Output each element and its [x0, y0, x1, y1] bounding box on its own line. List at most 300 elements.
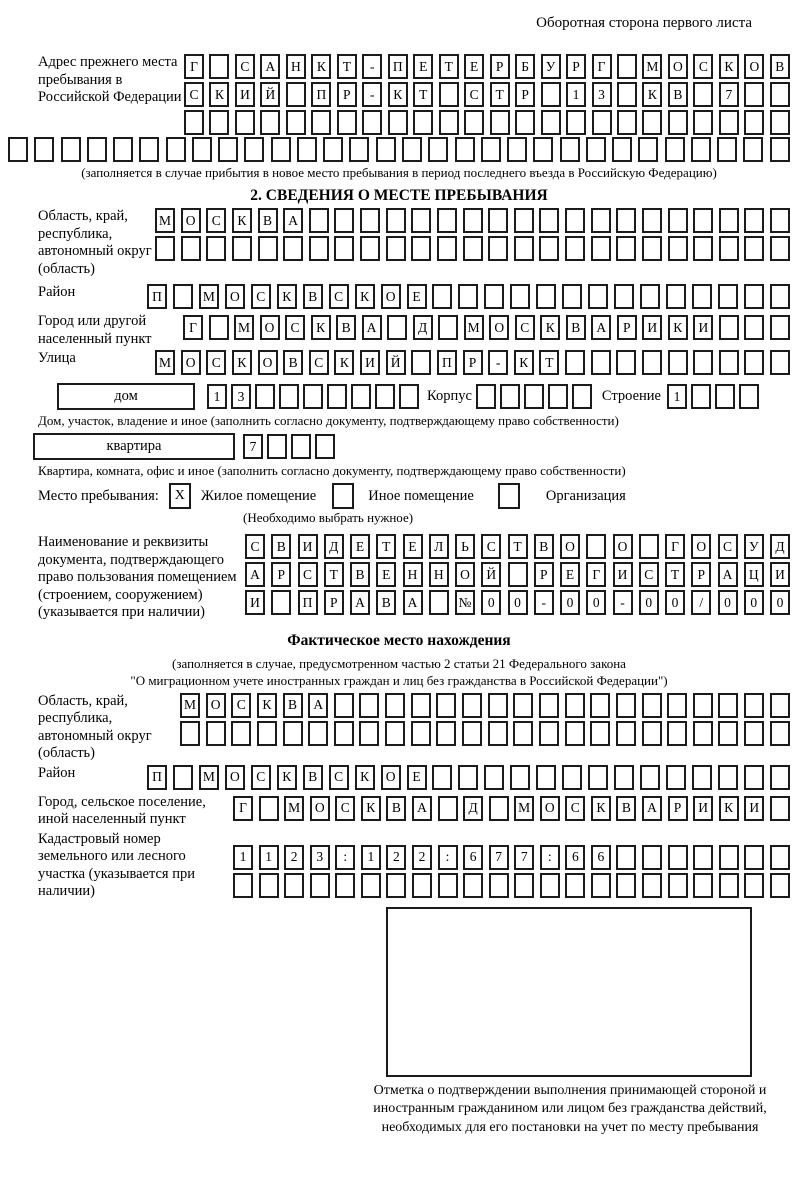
- stay-type-checkbox-residential[interactable]: X: [169, 483, 191, 509]
- char-cell[interactable]: [231, 721, 251, 746]
- char-cell[interactable]: К: [277, 765, 297, 790]
- char-cell[interactable]: 2: [284, 845, 304, 870]
- char-cell[interactable]: 6: [591, 845, 611, 870]
- char-cell[interactable]: 7: [243, 434, 263, 459]
- char-cell[interactable]: Г: [665, 534, 685, 559]
- char-cell[interactable]: К: [209, 82, 229, 107]
- char-cell[interactable]: Л: [429, 534, 449, 559]
- char-cell[interactable]: К: [311, 315, 331, 340]
- char-cell[interactable]: [514, 208, 534, 233]
- char-cell[interactable]: [744, 721, 764, 746]
- char-cell[interactable]: [335, 873, 355, 898]
- char-cell[interactable]: [590, 693, 610, 718]
- char-cell[interactable]: [617, 82, 637, 107]
- char-cell[interactable]: [309, 208, 329, 233]
- char-cell[interactable]: [284, 873, 304, 898]
- char-cell[interactable]: П: [147, 284, 167, 309]
- char-cell[interactable]: [87, 137, 107, 162]
- char-cell[interactable]: [436, 693, 456, 718]
- char-cell[interactable]: В: [303, 284, 323, 309]
- char-cell[interactable]: М: [180, 693, 200, 718]
- char-cell[interactable]: 1: [361, 845, 381, 870]
- char-cell[interactable]: [691, 137, 711, 162]
- char-cell[interactable]: Т: [539, 350, 559, 375]
- char-cell[interactable]: Р: [691, 562, 711, 587]
- char-cell[interactable]: [770, 82, 790, 107]
- char-cell[interactable]: [693, 82, 713, 107]
- char-cell[interactable]: 1: [207, 384, 227, 409]
- char-cell[interactable]: Е: [407, 765, 427, 790]
- char-cell[interactable]: [429, 590, 449, 615]
- char-cell[interactable]: 7: [514, 845, 534, 870]
- char-cell[interactable]: [173, 284, 193, 309]
- char-cell[interactable]: К: [334, 350, 354, 375]
- char-cell[interactable]: [337, 110, 357, 135]
- char-cell[interactable]: О: [225, 284, 245, 309]
- char-cell[interactable]: О: [181, 350, 201, 375]
- char-cell[interactable]: [770, 721, 790, 746]
- char-cell[interactable]: А: [642, 796, 662, 821]
- char-cell[interactable]: [173, 765, 193, 790]
- char-cell[interactable]: [257, 721, 277, 746]
- char-cell[interactable]: [510, 765, 530, 790]
- char-cell[interactable]: О: [613, 534, 633, 559]
- char-cell[interactable]: [640, 765, 660, 790]
- char-cell[interactable]: [510, 284, 530, 309]
- char-cell[interactable]: [437, 236, 457, 261]
- char-cell[interactable]: [411, 236, 431, 261]
- char-cell[interactable]: С: [718, 534, 738, 559]
- char-cell[interactable]: [488, 693, 508, 718]
- char-cell[interactable]: Р: [534, 562, 554, 587]
- char-cell[interactable]: Е: [407, 284, 427, 309]
- char-cell[interactable]: В: [258, 208, 278, 233]
- char-cell[interactable]: [233, 873, 253, 898]
- char-cell[interactable]: №: [455, 590, 475, 615]
- char-cell[interactable]: Е: [376, 562, 396, 587]
- char-cell[interactable]: 6: [463, 845, 483, 870]
- char-cell[interactable]: А: [350, 590, 370, 615]
- char-cell[interactable]: [744, 693, 764, 718]
- char-cell[interactable]: [513, 693, 533, 718]
- char-cell[interactable]: [539, 721, 559, 746]
- char-cell[interactable]: [739, 384, 759, 409]
- char-cell[interactable]: [692, 284, 712, 309]
- char-cell[interactable]: [206, 236, 226, 261]
- char-cell[interactable]: [385, 721, 405, 746]
- char-cell[interactable]: Е: [350, 534, 370, 559]
- char-cell[interactable]: [667, 693, 687, 718]
- char-cell[interactable]: К: [591, 796, 611, 821]
- char-cell[interactable]: [439, 82, 459, 107]
- char-cell[interactable]: [718, 284, 738, 309]
- char-cell[interactable]: Д: [770, 534, 790, 559]
- char-cell[interactable]: [693, 693, 713, 718]
- char-cell[interactable]: [283, 236, 303, 261]
- char-cell[interactable]: [693, 721, 713, 746]
- char-cell[interactable]: [291, 434, 311, 459]
- char-cell[interactable]: [693, 350, 713, 375]
- char-cell[interactable]: 1: [259, 845, 279, 870]
- char-cell[interactable]: [411, 208, 431, 233]
- char-cell[interactable]: У: [541, 54, 561, 79]
- char-cell[interactable]: [180, 721, 200, 746]
- char-cell[interactable]: [181, 236, 201, 261]
- char-cell[interactable]: С: [515, 315, 535, 340]
- char-cell[interactable]: М: [155, 208, 175, 233]
- char-cell[interactable]: [590, 721, 610, 746]
- char-cell[interactable]: И: [360, 350, 380, 375]
- char-cell[interactable]: Г: [183, 315, 203, 340]
- char-cell[interactable]: Т: [490, 82, 510, 107]
- char-cell[interactable]: [279, 384, 299, 409]
- char-cell[interactable]: В: [283, 350, 303, 375]
- char-cell[interactable]: [591, 873, 611, 898]
- char-cell[interactable]: [642, 350, 662, 375]
- char-cell[interactable]: О: [260, 315, 280, 340]
- char-cell[interactable]: Д: [463, 796, 483, 821]
- char-cell[interactable]: В: [770, 54, 790, 79]
- char-cell[interactable]: [209, 110, 229, 135]
- stay-type-checkbox-organization[interactable]: [498, 483, 520, 509]
- char-cell[interactable]: [665, 137, 685, 162]
- char-cell[interactable]: 1: [566, 82, 586, 107]
- char-cell[interactable]: [638, 137, 658, 162]
- char-cell[interactable]: В: [566, 315, 586, 340]
- char-cell[interactable]: А: [591, 315, 611, 340]
- char-cell[interactable]: [310, 873, 330, 898]
- char-cell[interactable]: А: [412, 796, 432, 821]
- char-cell[interactable]: В: [271, 534, 291, 559]
- char-cell[interactable]: 0: [586, 590, 606, 615]
- char-cell[interactable]: [588, 284, 608, 309]
- char-cell[interactable]: [614, 284, 634, 309]
- char-cell[interactable]: [667, 721, 687, 746]
- char-cell[interactable]: [642, 845, 662, 870]
- char-cell[interactable]: Ц: [744, 562, 764, 587]
- char-cell[interactable]: -: [362, 54, 382, 79]
- char-cell[interactable]: [642, 110, 662, 135]
- char-cell[interactable]: -: [613, 590, 633, 615]
- char-cell[interactable]: С: [565, 796, 585, 821]
- char-cell[interactable]: [668, 350, 688, 375]
- char-cell[interactable]: [617, 110, 637, 135]
- char-cell[interactable]: А: [403, 590, 423, 615]
- char-cell[interactable]: [666, 284, 686, 309]
- char-cell[interactable]: [693, 236, 713, 261]
- char-cell[interactable]: [235, 110, 255, 135]
- char-cell[interactable]: Д: [413, 315, 433, 340]
- char-cell[interactable]: 3: [592, 82, 612, 107]
- char-cell[interactable]: [770, 796, 790, 821]
- char-cell[interactable]: С: [251, 765, 271, 790]
- char-cell[interactable]: [334, 208, 354, 233]
- char-cell[interactable]: [639, 534, 659, 559]
- char-cell[interactable]: [744, 350, 764, 375]
- char-cell[interactable]: [360, 236, 380, 261]
- char-cell[interactable]: М: [199, 284, 219, 309]
- char-cell[interactable]: [192, 137, 212, 162]
- char-cell[interactable]: В: [303, 765, 323, 790]
- char-cell[interactable]: [770, 693, 790, 718]
- char-cell[interactable]: [614, 765, 634, 790]
- char-cell[interactable]: С: [245, 534, 265, 559]
- char-cell[interactable]: [616, 208, 636, 233]
- char-cell[interactable]: Р: [617, 315, 637, 340]
- char-cell[interactable]: [412, 873, 432, 898]
- char-cell[interactable]: [719, 350, 739, 375]
- char-cell[interactable]: :: [335, 845, 355, 870]
- char-cell[interactable]: [500, 384, 520, 409]
- char-cell[interactable]: [560, 137, 580, 162]
- char-cell[interactable]: Е: [413, 54, 433, 79]
- char-cell[interactable]: И: [693, 315, 713, 340]
- char-cell[interactable]: [770, 350, 790, 375]
- char-cell[interactable]: А: [718, 562, 738, 587]
- char-cell[interactable]: -: [362, 82, 382, 107]
- char-cell[interactable]: [484, 284, 504, 309]
- char-cell[interactable]: [376, 137, 396, 162]
- char-cell[interactable]: [668, 110, 688, 135]
- char-cell[interactable]: [334, 721, 354, 746]
- char-cell[interactable]: [437, 208, 457, 233]
- char-cell[interactable]: [616, 721, 636, 746]
- char-cell[interactable]: [209, 315, 229, 340]
- char-cell[interactable]: И: [744, 796, 764, 821]
- char-cell[interactable]: П: [298, 590, 318, 615]
- char-cell[interactable]: 2: [412, 845, 432, 870]
- char-cell[interactable]: Г: [586, 562, 606, 587]
- char-cell[interactable]: [387, 315, 407, 340]
- char-cell[interactable]: [334, 693, 354, 718]
- char-cell[interactable]: [565, 693, 585, 718]
- char-cell[interactable]: М: [155, 350, 175, 375]
- char-cell[interactable]: Г: [592, 54, 612, 79]
- char-cell[interactable]: С: [329, 765, 349, 790]
- char-cell[interactable]: [514, 873, 534, 898]
- char-cell[interactable]: [255, 384, 275, 409]
- char-cell[interactable]: [515, 110, 535, 135]
- char-cell[interactable]: [744, 82, 764, 107]
- char-cell[interactable]: [592, 110, 612, 135]
- char-cell[interactable]: [315, 434, 335, 459]
- char-cell[interactable]: [642, 236, 662, 261]
- char-cell[interactable]: [327, 384, 347, 409]
- char-cell[interactable]: [693, 845, 713, 870]
- char-cell[interactable]: [744, 845, 764, 870]
- char-cell[interactable]: [719, 236, 739, 261]
- char-cell[interactable]: Т: [439, 54, 459, 79]
- char-cell[interactable]: [308, 721, 328, 746]
- char-cell[interactable]: С: [184, 82, 204, 107]
- char-cell[interactable]: [719, 208, 739, 233]
- char-cell[interactable]: Р: [490, 54, 510, 79]
- char-cell[interactable]: [286, 82, 306, 107]
- char-cell[interactable]: [668, 236, 688, 261]
- char-cell[interactable]: 0: [560, 590, 580, 615]
- char-cell[interactable]: [361, 873, 381, 898]
- char-cell[interactable]: А: [283, 208, 303, 233]
- char-cell[interactable]: [718, 693, 738, 718]
- char-cell[interactable]: [490, 110, 510, 135]
- char-cell[interactable]: К: [257, 693, 277, 718]
- char-cell[interactable]: 1: [233, 845, 253, 870]
- char-cell[interactable]: [565, 721, 585, 746]
- char-cell[interactable]: [375, 384, 395, 409]
- char-cell[interactable]: [438, 873, 458, 898]
- char-cell[interactable]: О: [206, 693, 226, 718]
- char-cell[interactable]: [386, 873, 406, 898]
- char-cell[interactable]: Н: [286, 54, 306, 79]
- char-cell[interactable]: [718, 765, 738, 790]
- char-cell[interactable]: [488, 721, 508, 746]
- char-cell[interactable]: Ь: [455, 534, 475, 559]
- char-cell[interactable]: [488, 236, 508, 261]
- char-cell[interactable]: [548, 384, 568, 409]
- char-cell[interactable]: [744, 236, 764, 261]
- char-cell[interactable]: Й: [481, 562, 501, 587]
- char-cell[interactable]: [413, 110, 433, 135]
- char-cell[interactable]: Р: [566, 54, 586, 79]
- char-cell[interactable]: :: [438, 845, 458, 870]
- char-cell[interactable]: О: [560, 534, 580, 559]
- char-cell[interactable]: [591, 208, 611, 233]
- char-cell[interactable]: [439, 110, 459, 135]
- char-cell[interactable]: М: [234, 315, 254, 340]
- char-cell[interactable]: [481, 137, 501, 162]
- char-cell[interactable]: Т: [337, 54, 357, 79]
- char-cell[interactable]: [386, 236, 406, 261]
- char-cell[interactable]: Т: [665, 562, 685, 587]
- char-cell[interactable]: [508, 562, 528, 587]
- char-cell[interactable]: [309, 236, 329, 261]
- char-cell[interactable]: [489, 873, 509, 898]
- char-cell[interactable]: М: [199, 765, 219, 790]
- char-cell[interactable]: О: [181, 208, 201, 233]
- char-cell[interactable]: [744, 315, 764, 340]
- char-cell[interactable]: 3: [231, 384, 251, 409]
- char-cell[interactable]: [640, 284, 660, 309]
- char-cell[interactable]: 0: [639, 590, 659, 615]
- char-cell[interactable]: [184, 110, 204, 135]
- char-cell[interactable]: [411, 693, 431, 718]
- char-cell[interactable]: У: [744, 534, 764, 559]
- char-cell[interactable]: К: [232, 350, 252, 375]
- char-cell[interactable]: [436, 721, 456, 746]
- char-cell[interactable]: [770, 873, 790, 898]
- char-cell[interactable]: О: [540, 796, 560, 821]
- char-cell[interactable]: [463, 236, 483, 261]
- char-cell[interactable]: [489, 796, 509, 821]
- char-cell[interactable]: [462, 721, 482, 746]
- char-cell[interactable]: Г: [233, 796, 253, 821]
- char-cell[interactable]: И: [245, 590, 265, 615]
- char-cell[interactable]: [463, 873, 483, 898]
- char-cell[interactable]: [717, 137, 737, 162]
- char-cell[interactable]: И: [642, 315, 662, 340]
- char-cell[interactable]: Р: [668, 796, 688, 821]
- char-cell[interactable]: И: [235, 82, 255, 107]
- char-cell[interactable]: К: [719, 796, 739, 821]
- char-cell[interactable]: Д: [324, 534, 344, 559]
- char-cell[interactable]: [323, 137, 343, 162]
- char-cell[interactable]: С: [329, 284, 349, 309]
- char-cell[interactable]: [388, 110, 408, 135]
- char-cell[interactable]: [591, 236, 611, 261]
- char-cell[interactable]: [334, 236, 354, 261]
- char-cell[interactable]: 7: [719, 82, 739, 107]
- char-cell[interactable]: [693, 110, 713, 135]
- char-cell[interactable]: С: [251, 284, 271, 309]
- char-cell[interactable]: [259, 796, 279, 821]
- char-cell[interactable]: [113, 137, 133, 162]
- char-cell[interactable]: К: [232, 208, 252, 233]
- char-cell[interactable]: О: [225, 765, 245, 790]
- char-cell[interactable]: [565, 873, 585, 898]
- char-cell[interactable]: :: [540, 845, 560, 870]
- char-cell[interactable]: [513, 721, 533, 746]
- char-cell[interactable]: А: [245, 562, 265, 587]
- char-cell[interactable]: [166, 137, 186, 162]
- char-cell[interactable]: 2: [386, 845, 406, 870]
- char-cell[interactable]: 0: [508, 590, 528, 615]
- char-cell[interactable]: В: [283, 693, 303, 718]
- char-cell[interactable]: [541, 110, 561, 135]
- char-cell[interactable]: И: [770, 562, 790, 587]
- char-cell[interactable]: [267, 434, 287, 459]
- char-cell[interactable]: [462, 693, 482, 718]
- char-cell[interactable]: С: [639, 562, 659, 587]
- char-cell[interactable]: С: [206, 350, 226, 375]
- char-cell[interactable]: О: [381, 284, 401, 309]
- stay-type-checkbox-other[interactable]: [332, 483, 354, 509]
- char-cell[interactable]: [359, 693, 379, 718]
- char-cell[interactable]: [458, 765, 478, 790]
- char-cell[interactable]: П: [437, 350, 457, 375]
- char-cell[interactable]: С: [235, 54, 255, 79]
- char-cell[interactable]: [349, 137, 369, 162]
- char-cell[interactable]: [692, 765, 712, 790]
- char-cell[interactable]: [616, 845, 636, 870]
- char-cell[interactable]: К: [540, 315, 560, 340]
- char-cell[interactable]: Б: [515, 54, 535, 79]
- char-cell[interactable]: Й: [386, 350, 406, 375]
- char-cell[interactable]: [399, 384, 419, 409]
- char-cell[interactable]: [432, 284, 452, 309]
- char-cell[interactable]: К: [642, 82, 662, 107]
- char-cell[interactable]: [586, 534, 606, 559]
- char-cell[interactable]: Т: [376, 534, 396, 559]
- char-cell[interactable]: [271, 137, 291, 162]
- char-cell[interactable]: О: [668, 54, 688, 79]
- char-cell[interactable]: М: [284, 796, 304, 821]
- char-cell[interactable]: 0: [481, 590, 501, 615]
- char-cell[interactable]: [715, 384, 735, 409]
- char-cell[interactable]: [562, 284, 582, 309]
- char-cell[interactable]: [586, 137, 606, 162]
- char-cell[interactable]: [565, 350, 585, 375]
- char-cell[interactable]: [616, 693, 636, 718]
- char-cell[interactable]: М: [464, 315, 484, 340]
- char-cell[interactable]: [385, 693, 405, 718]
- char-cell[interactable]: [591, 350, 611, 375]
- char-cell[interactable]: О: [310, 796, 330, 821]
- char-cell[interactable]: [438, 315, 458, 340]
- char-cell[interactable]: /: [691, 590, 711, 615]
- char-cell[interactable]: К: [388, 82, 408, 107]
- char-cell[interactable]: [311, 110, 331, 135]
- char-cell[interactable]: [565, 208, 585, 233]
